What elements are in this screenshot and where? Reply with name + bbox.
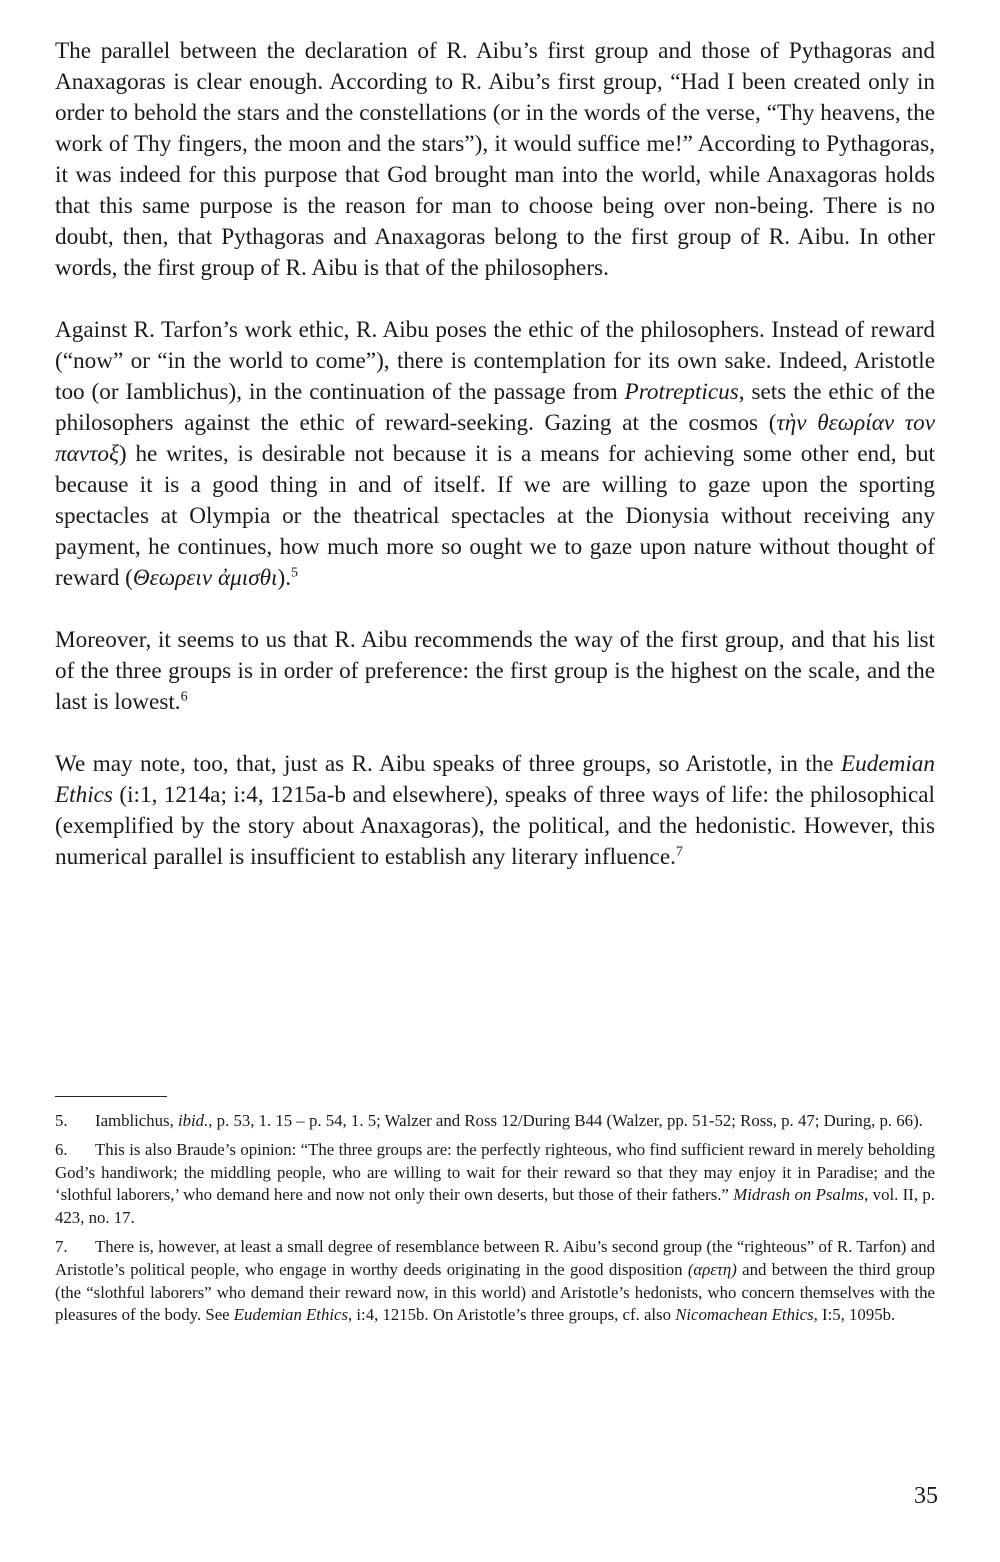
text-run: , vol. II, p. 423, no. 17.	[55, 1185, 936, 1228]
text-run: There is, however, at least a small degree of resemblance between R. Aibu’s second group (the “righteous” of R. Tarfon) and Aristotle’s political people, who engage in worthy deeds originating in the good disposition	[55, 1236, 935, 1279]
footnote-divider	[55, 1096, 167, 1097]
text-run: , I:5, 1095b.	[813, 1305, 896, 1325]
footnotes	[55, 1110, 935, 1333]
text-run: , i:4, 1215b. On Aristotle’s three groups, cf. also	[347, 1305, 676, 1325]
footnote-ref-5: 5	[291, 565, 298, 581]
text-run: This is also Braude’s opinion: “The three groups are: the perfectly righteous, who find sufficient reward in merely beholding God’s handiwork; the middling people, who are willing to wait for their reward so that they may enjoy it in Paradise; and the ‘slothful laborers,’ who demand here and now not only their own deserts, but those of their fathers.”	[55, 1139, 935, 1205]
footnote-number: 7.	[55, 1236, 68, 1256]
paragraph-4	[55, 749, 935, 873]
footnote-6	[55, 1139, 935, 1230]
greek-phrase: Θεωρειν ἀμισθι	[132, 565, 278, 591]
text-run: Iamblichus,	[95, 1111, 178, 1130]
main-text	[55, 36, 935, 904]
text-run: Against R. Tarfon’s work ethic, R. Aibu poses the ethic of the philosophers. Instead of reward (“now” or “in the world to come”), there is contemplation for its own sake. Indeed, Aristotle too (or Iamblichus), in the continuation of the passage from	[55, 317, 935, 405]
italic-title: Protrepticus	[624, 379, 739, 405]
text-run: , p. 53, 1. 15 – p. 54, 1. 5; Walzer and Ross 12/During B44 (Walzer, pp. 51-52; Ross, p. 47; During, p. 66).	[208, 1111, 923, 1130]
greek-phrase: (αρετη)	[687, 1259, 737, 1279]
italic-title: Eudemian Ethics	[55, 751, 935, 808]
greek-phrase: τὴν θεωρίαν τον παντοξ	[55, 410, 935, 467]
page-number: 35	[914, 1483, 938, 1509]
paragraph-3	[55, 625, 935, 718]
text-run: We may note, too, that, just as R. Aibu speaks of three groups, so Aristotle, in the	[55, 751, 841, 777]
italic-title: Midrash on Psalms	[733, 1185, 865, 1205]
italic-title: Nicomachean Ethics	[675, 1305, 814, 1325]
text-run: , sets the ethic of the philosophers against the ethic of reward-seeking. Gazing at the cosmos (	[55, 379, 935, 436]
text-run: The parallel between the declaration of R. Aibu’s first group and those of Pythagoras and Anaxagoras is clear enough. According to R. Aibu’s first group, “Had I been created only in order to behold the stars and the constellations (or in the words of the verse, “Thy heavens, the work of Thy fingers, the moon and the stars”), it would suffice me!” According to Pythagoras, it was indeed for this purpose that God brought man into the world, while Anaxagoras holds that this same purpose is the reason for man to choose being over non-being. There is no doubt, then, that Pythagoras and Anaxagoras belong to the first group of R. Aibu. In other words, the first group of R. Aibu is that of the philosophers.	[55, 38, 935, 281]
text-run: (i:1, 1214a; i:4, 1215a-b and elsewhere), speaks of three ways of life: the philosophical (exemplified by the story about Anaxagoras), the political, and the hedonistic. However, this numerical parallel is insufficient to establish any literary influence.	[55, 782, 935, 870]
italic-title: ibid.	[177, 1111, 209, 1130]
paragraph-1	[55, 36, 935, 284]
footnote-ref-7: 7	[675, 844, 683, 860]
text-run: Moreover, it seems to us that R. Aibu recommends the way of the first group, and that his list of the three groups is in order of preference: the first group is the highest on the scale, and the last is lowest.	[55, 627, 935, 715]
paragraph-2	[55, 315, 935, 594]
footnote-ref-6: 6	[180, 689, 188, 705]
footnote-number: 5.	[55, 1111, 68, 1130]
footnote-7	[55, 1236, 935, 1327]
italic-title: Eudemian Ethics	[233, 1305, 348, 1325]
text-run: and between the third group (the “slothful laborers” who demand their reward now, in this world) and Aristotle’s hedonists, who concern themselves with the pleasures of the body. See	[55, 1259, 935, 1325]
footnote-number: 6.	[55, 1139, 68, 1159]
text-run: ).	[277, 565, 291, 591]
footnote-5	[55, 1110, 935, 1133]
text-run: ) he writes, is desirable not because it is a means for achieving some other end, but because it is a good thing in and of itself. If we are willing to gaze upon the sporting spectacles at Olympia or the theatrical spectacles at the Dionysia without receiving any payment, he continues, how much more so ought we to gaze upon nature without thought of reward (	[55, 441, 935, 591]
